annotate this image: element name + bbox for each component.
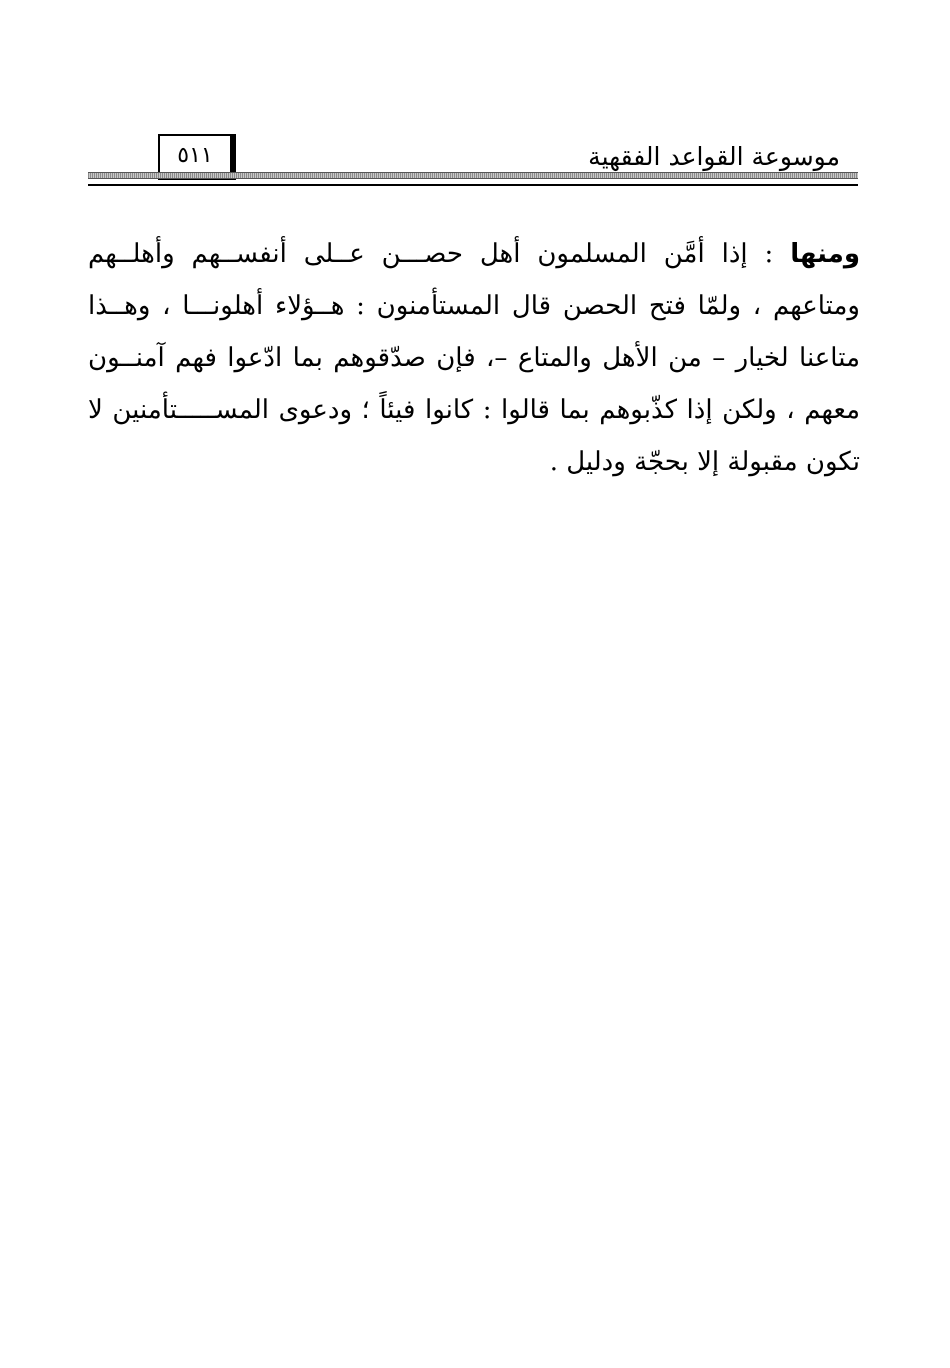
body-paragraph: [88, 228, 860, 488]
text-line-2: ومتاعهم ، ولمّا فتح الحصن قال المستأمنون : هــؤلاء أهلونـــا ، وهــذا: [88, 291, 860, 321]
header-rule-thin: [88, 184, 858, 186]
header-rule-band: [88, 172, 858, 179]
page-number: ٥١١: [177, 143, 213, 168]
text-line-4: معهم ، ولكن إذا كذّبوهم بما قالوا : كانوا فيئاً ؛ ودعوى المســـــتأمنين لا: [88, 395, 861, 425]
line-1-text: : إذا أمَّن المسلمون أهل حصـــن عــلى أنفســهم وأهلــهم: [88, 239, 774, 269]
text-line-5: تكون مقبولة إلا بحجّة ودليل .: [549, 447, 860, 477]
page-header: [88, 130, 858, 190]
book-title: موسوعة القواعد الفقهية: [588, 142, 840, 171]
text-line-3: متاعنا لخيار – من الأهل والمتاع –، فإن صدّقوهم بما ادّعوا فهم آمنــون: [88, 343, 860, 373]
text-line-1: [88, 228, 860, 280]
lead-word: ومنها: [790, 239, 861, 269]
